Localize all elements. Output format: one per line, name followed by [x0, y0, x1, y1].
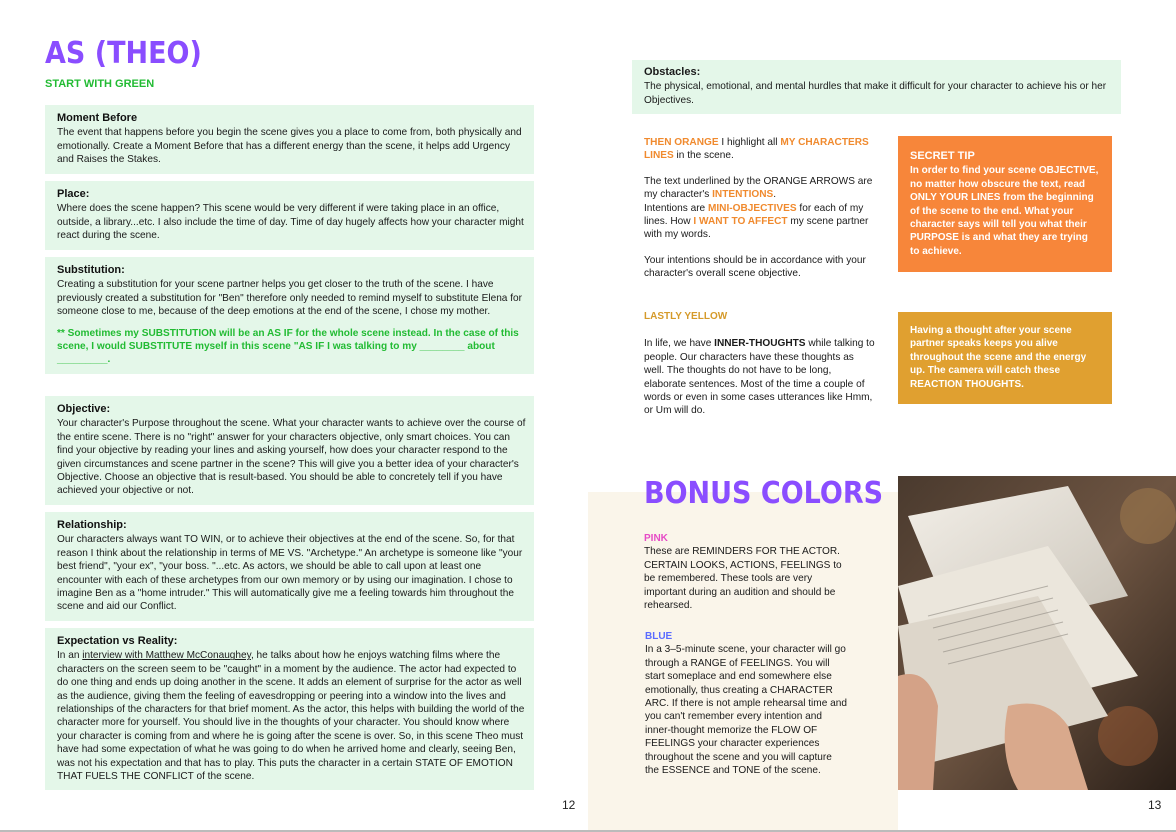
reaction-tip-body: Having a thought after your scene partner speaks keeps you alive throughout the scene and the energy up. The camera will catch these REACTION THOUGHTS. — [910, 325, 1087, 390]
script-reading-photo — [898, 476, 1176, 790]
section-body: Creating a substitution for your scene partner helps you get closer to the truth of the scene. I have previously created a substitution for "Ben" therefore only needed to remind myself to substitute Elena for someone close to me, because of the deep emotions at the end of the scene, I chose my mother. — [57, 279, 523, 318]
green-subtitle: START WITH GREEN — [45, 78, 155, 90]
section-heading: Relationship: — [57, 519, 127, 531]
section-heading: Objective: — [57, 403, 111, 415]
orange-highlight: I WANT TO AFFECT — [693, 216, 788, 228]
obstacles-heading: Obstacles: — [644, 66, 701, 78]
body-prefix: In an — [57, 650, 83, 662]
pink-body: These are REMINDERS FOR THE ACTOR. CERTAIN LOOKS, ACTIONS, FEELINGS to be remembered. These tools are very important during an audition and should be rehearsed. — [644, 546, 842, 612]
substitution-note: ** Sometimes my SUBSTITUTION will be an AS IF for the whole scene instead. In the case of this scene, I would SUBSTITUTE myself in this scene "AS IF I was talking to my ________ about _________. — [57, 327, 519, 366]
orange-highlight: MINI-OBJECTIVES — [707, 202, 797, 214]
text-span: The text underlined by the ORANGE ARROWS are my character's — [644, 175, 873, 201]
photo-illustration — [898, 476, 1176, 790]
expectation-box — [45, 628, 534, 790]
body-rest: , he talks about how he enjoys watching films where the characters on the screen seem to be "caught" in a moment by the audience. The actor had expected to do one thing and ends up doing another in the scene. It adds an element of surprise for the actor as well as the audience, giving them the feeling of eavesdropping or peering into a window into the lives and relationships of the characters for that brief moment. As the actor, this helps with building the world of the character more for yourself. You should live in the thoughts of your character. You should know where your character is coming from and where he is going after the scene is over. So, in this scene Theo must have had some expectation of what he was going to do when he arrived home and clearly, seeing Ben, was not his expectation and that has to play. This puts the character in a certain STATE OF EMOTION THAT FUELS THE CONFLICT of the scene. — [57, 650, 525, 783]
orange-label: THEN ORANGE — [644, 137, 719, 148]
text-span: Intentions are — [644, 202, 708, 214]
yellow-paragraph — [644, 337, 876, 417]
blue-section — [645, 630, 847, 789]
section-body: The event that happens before you begin the scene gives you a place to come from, both physically and emotionally. Create a Moment Before that has a different energy than the scene, it helps add Urgency and Raises the Stakes. — [57, 127, 522, 166]
secret-tip-body: In order to find your scene OBJECTIVE, no matter how obscure the text, read ONLY YOUR LINES from the beginning of the scene to the end. What your character says will tell you what their PURPOSE is and what they are trying to achieve. — [910, 165, 1099, 257]
section-heading: Expectation vs Reality: — [57, 635, 178, 647]
yellow-section — [644, 310, 876, 430]
text-span: for each of my lines. How — [644, 202, 864, 228]
page-title: AS (THEO) — [45, 36, 202, 71]
section-body: Our characters always want TO WIN, or to achieve their objectives at the end of the scene. So, for that reason I think about the relationship in terms of ME VS. "Archetype." An archetype is someone like "your best friend", "your ex", "your boss. "...etc. As actors, we should be able to call upon at least one encounter with each of these archetypes from our own memory or by using our imagination. I chose to imagine Ben as a "home intruder." This will automatically give me a feeling towards him throughout the scene and aid our Conflict. — [57, 534, 523, 613]
yellow-label: LASTLY YELLOW — [644, 311, 728, 322]
obstacles-box — [632, 60, 1121, 114]
orange-highlight: MY CHARACTERS LINES — [644, 137, 869, 162]
orange-paragraph-1 — [644, 136, 876, 163]
orange-section — [644, 136, 876, 293]
text-span: while talking to people. Our characters have these thoughts as well. The thoughts do not have to be long, elaborate sentences. Most of the time a couple of words or even in some cases utterances like Hmm, or Um will do. — [644, 338, 875, 417]
text-span: my scene partner with my words. — [644, 216, 869, 241]
page-number-left: 12 — [562, 798, 576, 812]
relationship-box — [45, 512, 534, 621]
substitution-box — [45, 257, 534, 374]
bonus-title: BONUS COLORS — [644, 476, 884, 511]
text-span: in the scene. — [673, 150, 734, 162]
section-heading: Substitution: — [57, 264, 125, 276]
secret-tip-heading: SECRET TIP — [910, 150, 975, 162]
section-heading: Moment Before — [57, 112, 138, 124]
text-span: In life, we have — [644, 338, 715, 350]
section-body: Where does the scene happen? This scene would be very different if were taking place in an office, outside, a library...etc. I also include the time of day. Time of day hugely affects how your character might react during the scene. — [57, 203, 524, 242]
blue-body: In a 3–5-minute scene, your character will go through a RANGE of FEELINGS. You will start someplace and end somewhere else emotionally, thus creating a CHARACTER ARC. If there is not ample rehearsal time and you can't remember every intention and inner-thought memorize the FLOW OF FEELINGS your character experiences throughout the scene and you will capture the ESSENCE and TONE of the scene. — [645, 644, 847, 777]
interview-link[interactable]: interview with Matthew McConaughey — [82, 650, 251, 662]
bold-span: INNER-THOUGHTS — [714, 338, 806, 350]
orange-paragraph-4: Your intentions should be in accordance with your character's overall scene objective. — [644, 254, 866, 280]
text-span: I highlight all — [718, 137, 781, 148]
secret-tip-box — [898, 136, 1112, 272]
objective-box — [45, 396, 534, 505]
orange-paragraph-3 — [644, 202, 876, 242]
obstacles-body: The physical, emotional, and mental hurdles that make it difficult for your character to achieve his or her Objectives. — [644, 81, 1107, 106]
orange-highlight: INTENTIONS — [712, 189, 774, 201]
section-heading: Place: — [57, 188, 90, 200]
pink-section — [644, 532, 844, 624]
section-body — [57, 649, 527, 783]
reaction-tip-box — [898, 312, 1112, 404]
section-body: Your character's Purpose throughout the scene. What your character wants to achieve over the course of the entire scene. There is no "right" answer for your characters objective, only smart choices. You can find your objective by reading your lines and asking yourself, how does your character respond to the given circumstances and scene partner in the scene? This will give you a better idea of your character's Objective. Choose an objective that is result-based. You should be able to concretely tell if you have achieved your objective or not. — [57, 418, 526, 497]
text-span: . — [773, 189, 777, 201]
place-box — [45, 181, 534, 250]
pink-label: PINK — [644, 533, 668, 544]
page-number-right: 13 — [1148, 798, 1162, 812]
moment-before-box — [45, 105, 534, 174]
blue-label: BLUE — [645, 631, 673, 642]
orange-paragraph-2 — [644, 175, 876, 202]
